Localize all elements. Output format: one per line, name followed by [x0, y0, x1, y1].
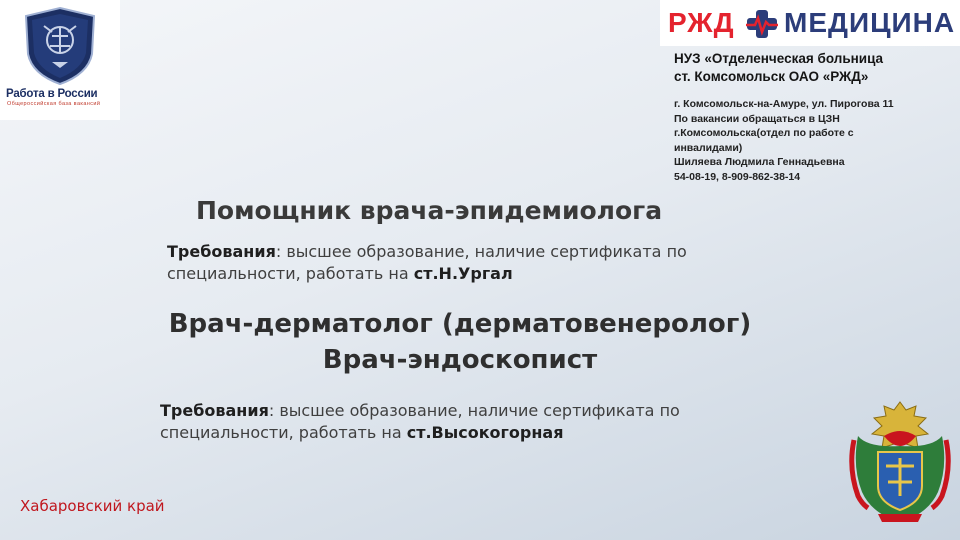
contact-line: Шиляева Людмила Геннадьевна — [674, 156, 845, 168]
vacancy-1-title: Помощник врача-эпидемиолога — [196, 196, 663, 225]
medicine-label: МЕДИЦИНА — [784, 7, 956, 38]
contact-line: инвалидами) — [674, 141, 743, 154]
contact-line: г. Комсомольск-на-Амуре, ул. Пирогова 11 — [674, 98, 894, 110]
coat-of-arms-icon — [848, 396, 952, 528]
region-label: Хабаровский край — [20, 497, 165, 515]
requirements-text: : высшее образование, наличие сертификата по — [275, 242, 687, 261]
station-name: ст.Н.Ургал — [413, 264, 513, 283]
vacancy-2-titles — [100, 306, 820, 378]
rabota-v-rossii-logo — [0, 0, 120, 120]
vacancy-1-requirements — [167, 241, 807, 285]
requirements-label: Требования — [160, 401, 269, 420]
hospital-line-1: НУЗ «Отделенческая больница — [674, 51, 884, 66]
contact-info — [674, 97, 959, 184]
requirements-text: : высшее образование, наличие сертификата по — [268, 401, 680, 420]
rzd-label: РЖД — [668, 7, 735, 38]
vacancy-2-requirements — [160, 400, 800, 444]
requirements-label: Требования — [167, 242, 276, 261]
brand-tagline: Общероссийская база вакансий — [7, 101, 101, 107]
brand-label: Работа в России — [6, 88, 98, 100]
rzd-medicine-logo — [660, 0, 960, 46]
hospital-name — [674, 50, 954, 86]
station-name: ст.Высокогорная — [406, 423, 564, 442]
medical-cross-icon — [744, 9, 780, 39]
vacancy-2-title-2: Врач-эндоскопист — [322, 345, 598, 375]
requirements-text: специальности, работать на — [167, 264, 414, 283]
contact-phones: 54-08-19, 8-909-862-38-14 — [674, 170, 801, 183]
contact-line: г.Комсомольска(отдел по работе с — [674, 127, 854, 139]
contact-line: По вакансии обращаться в ЦЗН — [674, 112, 840, 125]
hospital-line-2: ст. Комсомольск ОАО «РЖД» — [674, 69, 869, 84]
vacancy-2-title-1: Врач-дерматолог (дерматовенеролог) — [168, 309, 752, 339]
requirements-text: специальности, работать на — [160, 423, 407, 442]
shield-emblem-icon — [22, 6, 98, 86]
